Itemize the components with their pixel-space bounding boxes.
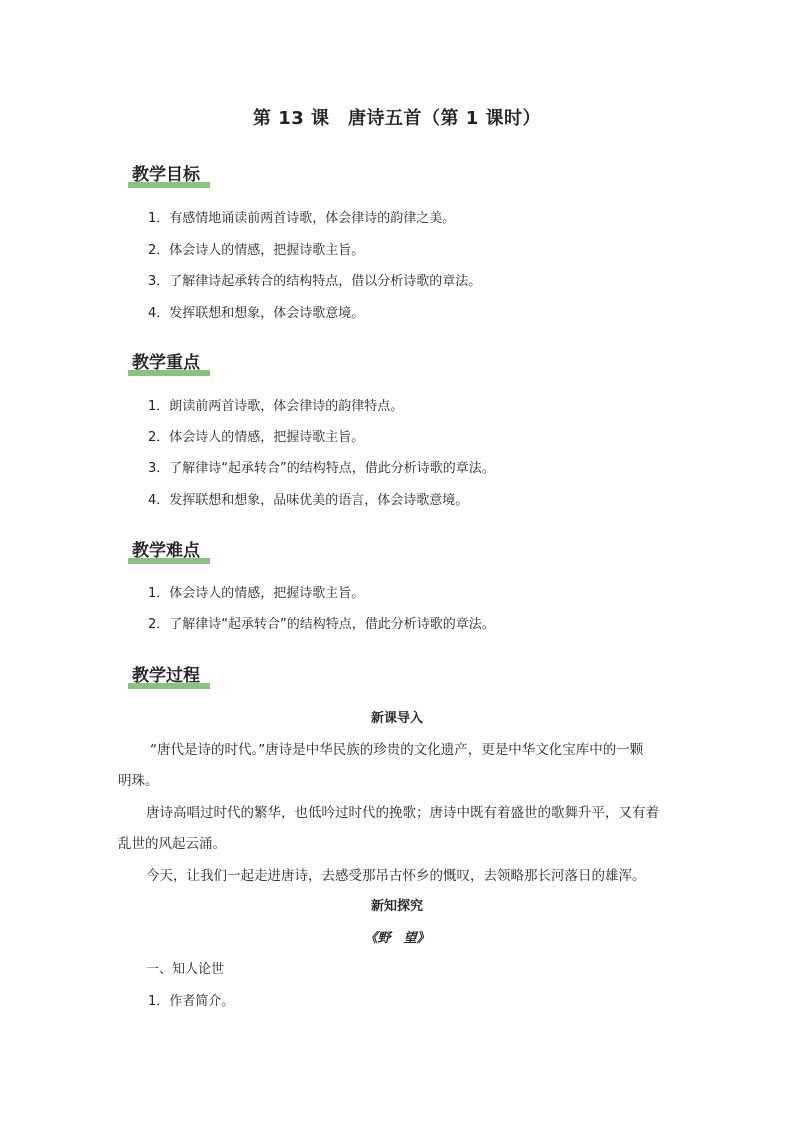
section-heading-label: 教学目标 [132, 165, 200, 185]
key-point-item-1: 1．朗读前两首诗歌，体会律诗的韵律特点。 [148, 399, 404, 414]
intro-paragraph-3: 今天，让我们一起走进唐诗，去感受那吊古怀乡的慨叹，去领略那长河落日的雄浑。 [146, 868, 646, 884]
poem-title: 《野 望》 [364, 931, 430, 946]
section-heading-label: 教学重点 [132, 353, 200, 373]
difficulty-item-1: 1．体会诗人的情感，把握诗歌主旨。 [148, 586, 365, 601]
goal-item-3: 3．了解律诗起承转合的结构特点，借以分析诗歌的章法。 [148, 274, 482, 289]
goal-item-4: 4．发挥联想和想象，体会诗歌意境。 [148, 306, 365, 321]
difficulty-item-2: 2．了解律诗“起承转合”的结构特点，借此分析诗歌的章法。 [148, 617, 495, 632]
intro-paragraph-1-cont: 明珠。 [118, 773, 159, 789]
page-title: 第 13 课 唐诗五首（第 1 课时） [252, 108, 542, 129]
intro-paragraph-1: “唐代是诗的时代。”唐诗是中华民族的珍贵的文化遗产，更是中华文化宝库中的一颗 [150, 742, 644, 758]
goal-item-1: 1．有感情地诵读前两首诗歌，体会律诗的韵律之美。 [148, 211, 456, 226]
key-point-item-3: 3．了解律诗“起承转合”的结构特点，借此分析诗歌的章法。 [148, 461, 495, 476]
section-heading-process [128, 661, 204, 686]
section-heading-label: 教学难点 [132, 541, 200, 561]
key-point-item-4: 4．发挥联想和想象，品味优美的语言，体会诗歌意境。 [148, 493, 469, 508]
explore-heading: 新知探究 [370, 899, 423, 914]
key-point-item-2: 2．体会诗人的情感，把握诗歌主旨。 [148, 430, 365, 445]
section-heading-goals [128, 160, 204, 185]
intro-paragraph-2-cont: 乱世的风起云涌。 [118, 836, 226, 852]
intro-heading: 新课导入 [370, 711, 423, 726]
section-heading-key-points [128, 348, 204, 373]
section-heading-difficulties [128, 536, 204, 561]
section-heading-label: 教学过程 [132, 666, 200, 686]
intro-paragraph-2: 唐诗高唱过时代的繁华，也低吟过时代的挽歌；唐诗中既有着盛世的歌舞升平，又有着 [146, 805, 659, 821]
goal-item-2: 2．体会诗人的情感，把握诗歌主旨。 [148, 243, 365, 258]
part-one-item: 1．作者简介。 [148, 994, 235, 1009]
part-one-heading: 一、知人论世 [146, 962, 225, 977]
